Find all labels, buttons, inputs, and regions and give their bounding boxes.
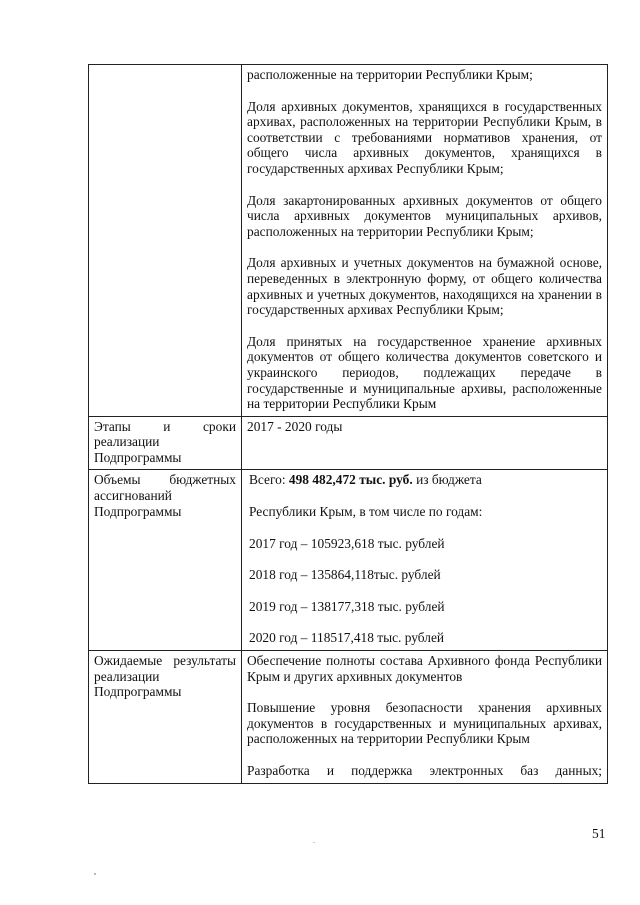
left-cell-empty (89, 65, 242, 417)
budget-year-line: 2017 год – 105923,618 тыс. рублей (249, 535, 445, 551)
budget-year-line: 2018 год – 135864,118тыс. рублей (249, 567, 441, 583)
budget-total-suffix: из бюджета (412, 472, 482, 488)
budget-value-cell (242, 470, 608, 651)
indicators-cell (242, 65, 608, 417)
indicator-text: Доля принятых на государственное хранение архивных документов от общего количества документов советского и украинского периодов, подлежащих передаче в государственные и муниципальные архивы, расположенные на территории Республики Крым (247, 333, 602, 412)
label-line: Подпрограммы (94, 503, 182, 519)
budget-year-line: 2020 год – 118517,418 тыс. рублей (249, 630, 445, 646)
results-label-cell (89, 651, 242, 784)
budget-total-line-2: Республики Крым, в том числе по годам: (249, 504, 483, 520)
result-text: Повышение уровня безопасности хранения архивных документов в государственных и муниципальных архивах, расположенных на территории Республики Крым (247, 700, 602, 747)
budget-year-line: 2019 год – 138177,318 тыс. рублей (249, 598, 445, 614)
label-line: ассигнований (94, 488, 172, 504)
indicator-text: Доля закартонированных архивных документов от общего числа архивных документов муниципальных архивов, расположенных на территории Республики Крым; (247, 192, 602, 239)
table-row-budget (89, 470, 608, 651)
label-line: Этапы и сроки (94, 418, 236, 434)
indicator-text: расположенные на территории Республики Крым; (247, 67, 533, 82)
indicator-text: Доля архивных и учетных документов на бумажной основе, переведенных в электронную форму, от общего количества архивных и учетных документов, находящихся на хранении в государственных архивах Республики Крым; (247, 255, 602, 318)
label-line: Ожидаемые результаты (94, 653, 236, 669)
indicator-text: Доля архивных документов, хранящихся в государственных архивах, расположенных на территории Республики Крым, в соответствии с требованиями нормативов хранения, от общего числа архивных документов, хранящихся в государственных архивах Республики Крым; (247, 98, 602, 176)
result-text: Разработка и поддержка электронных баз данных; (247, 763, 602, 778)
stages-value-cell (242, 416, 608, 470)
budget-total-prefix: Всего: (249, 472, 289, 488)
label-line: Подпрограммы (94, 684, 182, 700)
passport-table (88, 64, 608, 784)
label-line: реализации (94, 668, 160, 684)
scan-speck (94, 873, 96, 875)
stages-label-cell (89, 416, 242, 470)
table-row-stages (89, 416, 608, 470)
label-line: Объемы бюджетных (94, 472, 236, 488)
budget-total-line (247, 472, 602, 488)
label-line: реализации (94, 434, 160, 450)
budget-label-cell (89, 470, 242, 651)
label-line: Подпрограммы (94, 449, 182, 465)
budget-total-amount: 498 482,472 тыс. руб. (288, 472, 413, 488)
result-text: Обеспечение полноты состава Архивного фонда Республики Крым и других архивных документов (247, 653, 602, 684)
table-row-results (89, 651, 608, 784)
scan-speck (313, 842, 315, 843)
page-number: 51 (592, 826, 606, 841)
stages-value: 2017 - 2020 годы (247, 418, 343, 434)
results-value-cell (242, 651, 608, 784)
table-row-indicators (89, 65, 608, 417)
